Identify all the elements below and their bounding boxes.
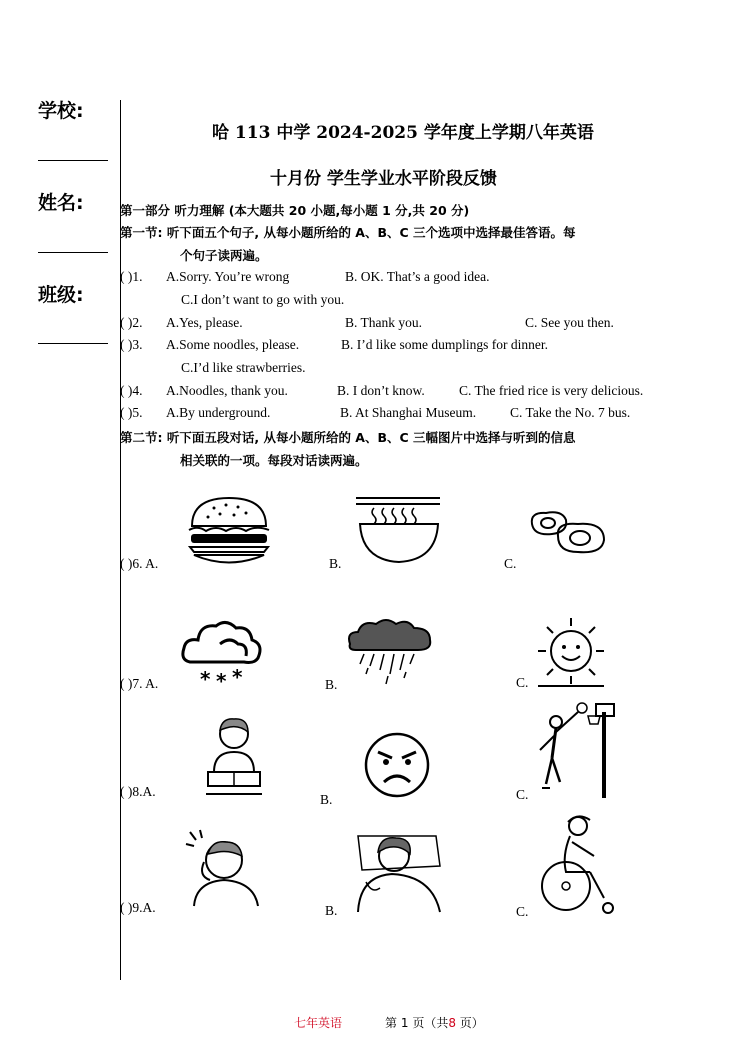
question-4-option-b: B. I don’t know.: [337, 383, 425, 398]
fried-eggs-icon: [528, 508, 608, 556]
page-title-line2: 十月份 学生学业水平阶段反馈: [270, 169, 497, 189]
part1-heading: 第一部分 听力理解 (本大题共 20 小题,每小题 1 分,共 20 分): [120, 203, 470, 218]
footer-page-mid: 页（共: [412, 1016, 449, 1030]
question-3-option-b: B. I’d like some dumplings for dinner.: [341, 337, 548, 352]
question-4-number: ( )4.: [120, 383, 143, 398]
question-1-option-b: B. OK. That’s a good idea.: [345, 269, 490, 284]
page-title-line1: 哈 113 中学 2024-2025 学年度上学期八年英语: [212, 123, 594, 143]
question-5-option-b: B. At Shanghai Museum.: [340, 405, 477, 420]
svg-text:*: *: [232, 665, 243, 689]
question-8-label: ( )8.A.: [120, 784, 156, 799]
section1-instruction: 第一节: 听下面五个句子, 从每小题所给的 A、B、C 三个选项中选择最佳答语。每: [120, 225, 576, 240]
footer-total-pages: 8: [448, 1016, 456, 1030]
section2-instruction: 第二节: 听下面五段对话, 从每小题所给的 A、B、C 三幅图片中选择与听到的信息: [120, 430, 576, 445]
question-9-label: ( )9.A.: [120, 900, 156, 915]
question-1-number: ( )1.: [120, 269, 143, 284]
basketball-player-icon: [526, 700, 618, 800]
question-5-option-a: A.By underground.: [166, 405, 271, 420]
school-label: 学校:: [38, 100, 84, 122]
question-1-option-c: C.I don’t want to go with you.: [181, 292, 345, 307]
school-blank-line: [38, 160, 108, 161]
section2-instruction-cont: 相关联的一项。每段对话读两遍。: [180, 453, 368, 468]
question-2-option-b: B. Thank you.: [345, 315, 422, 330]
question-3-option-a: A.Some noodles, please.: [166, 337, 300, 352]
wheelchair-man-icon: [532, 812, 628, 916]
class-blank-line: [38, 343, 108, 344]
footer-subject: 七年英语: [294, 1016, 343, 1030]
question-6-label: ( )6. A.: [120, 556, 159, 571]
footer-page-info: [385, 1014, 484, 1031]
question-9-option-b-label: B.: [325, 903, 338, 918]
question-7-option-b-label: B.: [325, 677, 338, 692]
svg-text:*: *: [200, 667, 211, 691]
question-6-option-b-label: B.: [329, 556, 342, 571]
question-4-option-a: A.Noodles, thank you.: [166, 383, 288, 398]
question-8-option-b-label: B.: [320, 792, 333, 807]
sun-icon: [534, 614, 608, 688]
footer-page-number: 1: [400, 1016, 409, 1030]
name-blank-line: [38, 252, 108, 253]
question-2-option-a: A.Yes, please.: [166, 315, 243, 330]
question-3-number: ( )3.: [120, 337, 143, 352]
section1-instruction-cont: 个句子读两遍。: [180, 248, 268, 263]
footer-page-suffix: 页）: [459, 1016, 484, 1030]
question-9-option-c-label: C.: [516, 904, 529, 919]
sick-girl-in-bed-icon: [352, 826, 444, 916]
question-1-option-a: A.Sorry. You’re wrong: [166, 269, 290, 284]
question-5-option-c: C. Take the No. 7 bus.: [510, 405, 631, 420]
question-6-option-c-label: C.: [504, 556, 517, 571]
name-label: 姓名:: [38, 192, 84, 214]
question-2-option-c: C. See you then.: [525, 315, 614, 330]
snow-cloud-icon: [180, 614, 264, 693]
angry-face-icon: [362, 730, 432, 800]
question-7-label: ( )7. A.: [120, 676, 159, 691]
boy-reading-icon: [204, 714, 264, 798]
hamburger-icon: [186, 494, 272, 570]
headache-boy-icon: [184, 828, 266, 908]
question-7-option-c-label: C.: [516, 675, 529, 690]
question-5-number: ( )5.: [120, 405, 143, 420]
class-label: 班级:: [38, 284, 84, 306]
noodle-bowl-icon: [352, 494, 446, 566]
question-2-number: ( )2.: [120, 315, 143, 330]
question-8-option-c-label: C.: [516, 787, 529, 802]
question-3-option-c: C.I’d like strawberries.: [181, 360, 306, 375]
footer-page-prefix: 第: [385, 1016, 398, 1030]
rain-cloud-icon: [344, 614, 436, 686]
svg-text:*: *: [216, 669, 227, 693]
question-4-option-c: C. The fried rice is very delicious.: [459, 383, 644, 398]
